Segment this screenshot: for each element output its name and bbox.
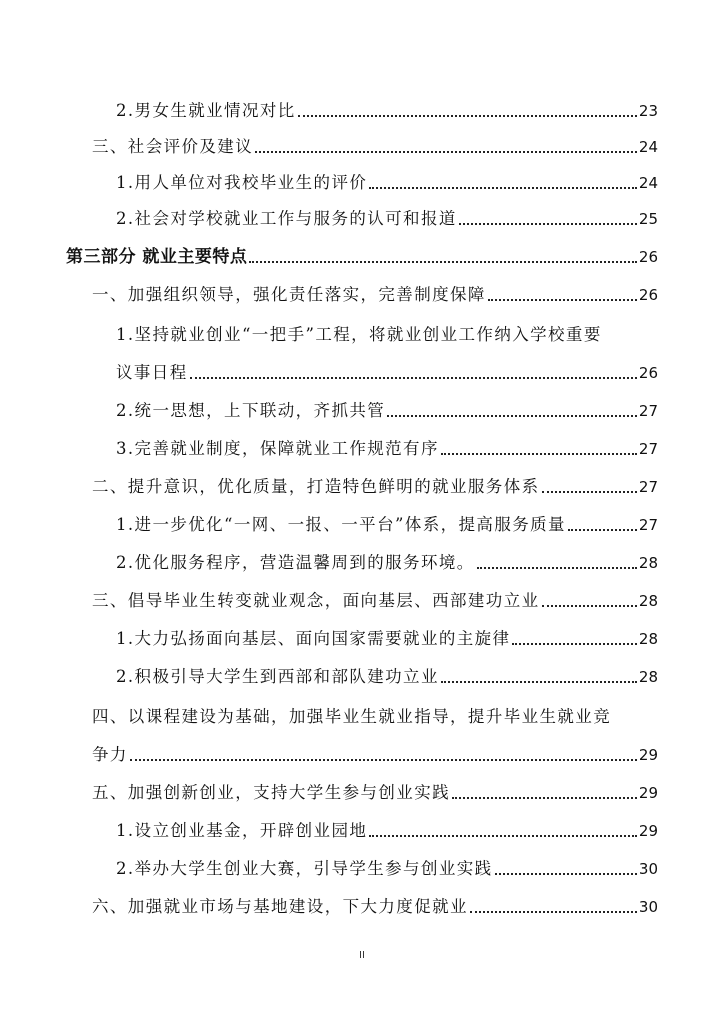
toc-entry[interactable] xyxy=(92,276,658,306)
toc-entry-title: 1.进一步优化“一网、一报、一平台”体系，提高服务质量 xyxy=(116,515,566,534)
dot-leader xyxy=(542,491,637,493)
toc-entry-title: 3.完善就业制度，保障就业工作规范有序 xyxy=(116,439,439,458)
dot-leader xyxy=(249,261,636,263)
toc-entry[interactable] xyxy=(92,736,658,766)
dot-leader xyxy=(190,377,637,379)
dot-leader xyxy=(459,223,637,225)
toc-page-number: 24 xyxy=(638,138,658,156)
dot-leader xyxy=(477,567,637,569)
toc-entry-title: 一、加强组织领导，强化责任落实，完善制度保障 xyxy=(92,285,486,304)
toc-part-title: 第三部分 就业主要特点 xyxy=(66,247,248,267)
toc-entry-title: 三、倡导毕业生转变就业观念，面向基层、西部建功立业 xyxy=(92,591,540,610)
dot-leader xyxy=(369,187,637,189)
toc-entry-title: 五、加强创新创业，支持大学生参与创业实践 xyxy=(92,783,450,802)
toc-page-number: 27 xyxy=(638,478,658,496)
toc-entry-title: 2.社会对学校就业工作与服务的认可和报道 xyxy=(116,209,457,228)
dot-leader xyxy=(470,911,637,913)
dot-leader xyxy=(441,681,637,683)
toc-entry[interactable] xyxy=(116,430,658,460)
dot-leader xyxy=(298,115,637,117)
toc-entry[interactable] xyxy=(116,354,658,384)
toc-entry[interactable] xyxy=(92,582,658,612)
toc-entry-title: 2.统一思想，上下联动，齐抓共管 xyxy=(116,401,386,420)
toc-entry[interactable] xyxy=(92,888,658,918)
toc-page-number: 30 xyxy=(638,860,658,878)
toc-entry-title: 2.优化服务程序，营造温馨周到的服务环境。 xyxy=(116,553,475,572)
toc-page-number: 28 xyxy=(638,592,658,610)
dot-leader xyxy=(387,415,637,417)
footer-page-number: II xyxy=(359,950,365,961)
toc-entry-title-line1[interactable]: 1.坚持就业创业“一把手”工程，将就业创业工作纳入学校重要 xyxy=(116,325,602,344)
toc-entry-title: 1.设立创业基金，开辟创业园地 xyxy=(116,821,368,840)
toc-page-number: 25 xyxy=(638,210,658,228)
toc-page-number: 29 xyxy=(638,746,658,764)
dot-leader xyxy=(542,605,637,607)
toc-page-number: 29 xyxy=(638,784,658,802)
toc-entry[interactable] xyxy=(116,620,658,650)
toc-entry[interactable] xyxy=(92,468,658,498)
toc-entry[interactable] xyxy=(116,392,658,422)
toc-page-number: 24 xyxy=(638,174,658,192)
toc-entry-title: 1.用人单位对我校毕业生的评价 xyxy=(116,173,368,192)
toc-page-number: 26 xyxy=(638,286,658,304)
toc-entry[interactable] xyxy=(92,774,658,804)
toc-entry[interactable] xyxy=(116,200,658,230)
toc-page-number: 26 xyxy=(638,364,658,382)
toc-entry-title: 1.大力弘扬面向基层、面向国家需要就业的主旋律 xyxy=(116,629,511,648)
toc-entry-title: 六、加强就业市场与基地建设，下大力度促就业 xyxy=(92,897,468,916)
toc-entry[interactable] xyxy=(116,92,658,122)
dot-leader xyxy=(441,453,637,455)
dot-leader xyxy=(495,873,637,875)
toc-entry-title-line1[interactable]: 四、以课程建设为基础，加强毕业生就业指导，提升毕业生就业竞 xyxy=(92,707,612,726)
toc-entry[interactable] xyxy=(116,544,658,574)
dot-leader xyxy=(488,299,637,301)
toc-entry[interactable] xyxy=(116,850,658,880)
toc-entry-title: 2.积极引导大学生到西部和部队建功立业 xyxy=(116,667,439,686)
toc-page-number: 26 xyxy=(638,248,658,266)
dot-leader xyxy=(452,797,637,799)
dot-leader xyxy=(130,759,637,761)
toc-entry[interactable] xyxy=(116,164,658,194)
toc-entry-title: 争力 xyxy=(92,745,128,764)
toc-page-number: 28 xyxy=(638,630,658,648)
dot-leader xyxy=(255,151,637,153)
toc-entry-title: 议事日程 xyxy=(116,363,188,382)
dot-leader xyxy=(512,643,636,645)
toc-page-number: 27 xyxy=(638,516,658,534)
toc-entry[interactable] xyxy=(116,812,658,842)
dot-leader xyxy=(369,835,637,837)
dot-leader xyxy=(568,529,637,531)
toc-page-number: 28 xyxy=(638,554,658,572)
toc-entry-title: 2.举办大学生创业大赛，引导学生参与创业实践 xyxy=(116,859,493,878)
toc-page-number: 27 xyxy=(638,402,658,420)
toc-entry-title: 二、提升意识，优化质量，打造特色鲜明的就业服务体系 xyxy=(92,477,540,496)
toc-entry-title: 三、社会评价及建议 xyxy=(92,137,254,156)
toc-page-number: 30 xyxy=(638,898,658,916)
toc-entry[interactable] xyxy=(116,506,658,536)
toc-entry-title: 2.男女生就业情况对比 xyxy=(116,101,296,120)
toc-part-entry[interactable] xyxy=(66,238,658,268)
toc-page-number: 23 xyxy=(638,102,658,120)
toc-page-number: 28 xyxy=(638,668,658,686)
toc-page-number: 27 xyxy=(638,440,658,458)
toc-entry[interactable] xyxy=(92,128,658,158)
toc-page-number: 29 xyxy=(638,822,658,840)
toc-entry[interactable] xyxy=(116,658,658,688)
